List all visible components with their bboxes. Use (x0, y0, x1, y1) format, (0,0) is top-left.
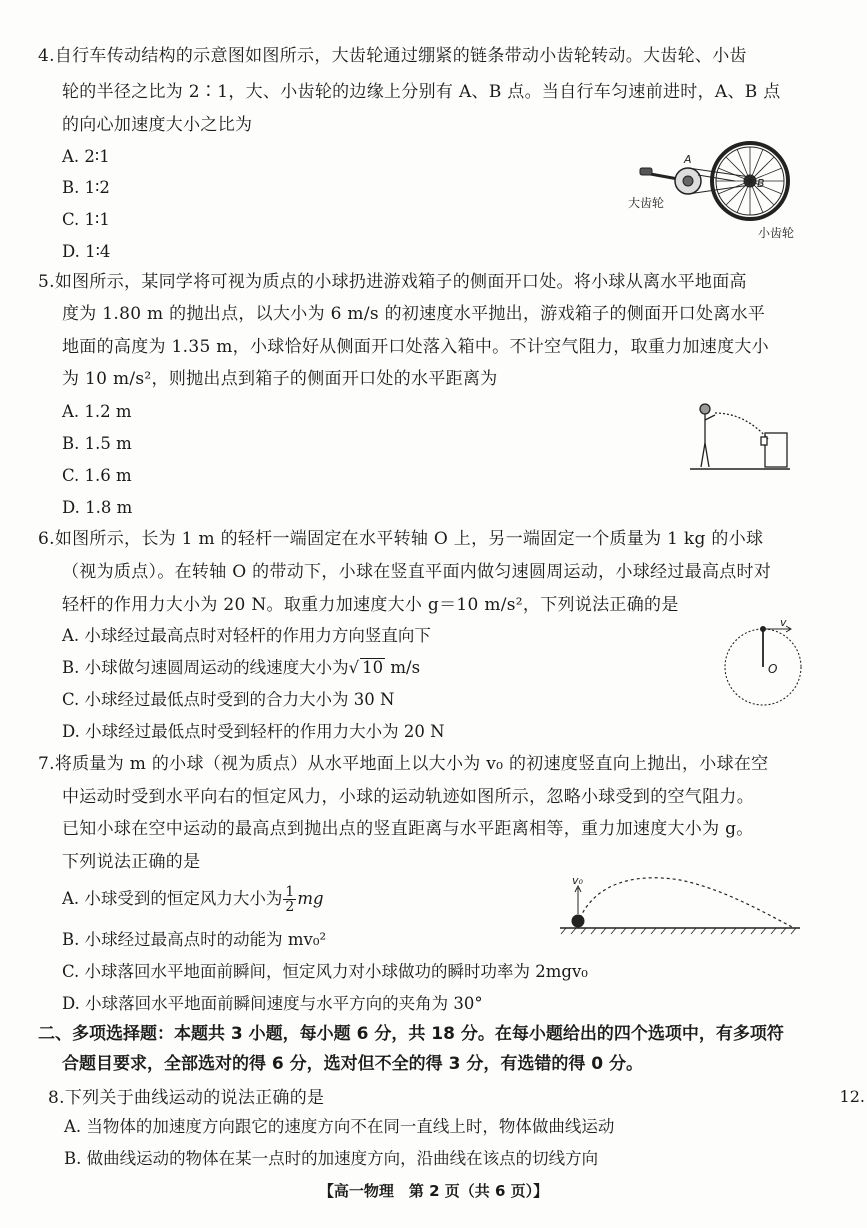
q7-option-a-suffix: mg (297, 889, 324, 908)
q6-option-b-prefix: B. 小球做匀速圆周运动的线速度大小为 (62, 658, 349, 677)
big-gear-label: 大齿轮 (628, 196, 665, 210)
q6-stem-line-3: 轻杆的作用力大小为 20 N。取重力加速度大小 g＝10 m/s²，下列说法正确的是 (62, 595, 679, 615)
q7-option-a-fraction (283, 885, 296, 914)
section2-heading-line-2: 合题目要求，全部选对的得 6 分，选对但不全的得 3 分，有选错的得 0 分。 (62, 1054, 643, 1074)
page-footer: 【高一物理 第 2 页（共 6 页）】 (318, 1182, 549, 1200)
initial-velocity-label: v₀ (572, 874, 583, 887)
q6-option-b-radicand: 10 (362, 658, 384, 677)
q5-option-d: D. 1.8 m (62, 498, 133, 517)
bicycle-gear-figure (620, 135, 820, 249)
q7-stem-line-4: 下列说法正确的是 (62, 852, 201, 872)
q6-option-a: A. 小球经过最高点时对轻杆的作用力方向竖直向下 (62, 626, 431, 645)
circular-motion-figure (718, 615, 808, 719)
margin-note: 12. (839, 1087, 865, 1106)
q7-fraction-denominator: 2 (285, 899, 295, 915)
q5-stem-line-1: 5.如图所示，某同学将可视为质点的小球扔进游戏箱子的侧面开口处。将小球从离水平地面高 (38, 272, 747, 292)
q8-option-b: B. 做曲线运动的物体在某一点时的加速度方向，沿曲线在该点的切线方向 (64, 1149, 599, 1168)
q4-option-d: D. 1∶4 (62, 242, 111, 261)
q5-stem-line-3: 地面的高度为 1.35 m，小球恰好从侧面开口处落入箱中。不计空气阻力，取重力加速度大小 (62, 337, 769, 357)
q7-option-d: D. 小球落回水平地面前瞬间速度与水平方向的夹角为 30° (62, 994, 483, 1013)
q7-stem-line-2: 中运动时受到水平向右的恒定风力，小球的运动轨迹如图所示，忽略小球受到的空气阻力。 (62, 787, 754, 807)
throwing-ball-figure (685, 395, 795, 479)
q5-stem-line-2: 度为 1.80 m 的抛出点，以大小为 6 m/s 的初速度水平抛出，游戏箱子的侧面开口处离水平 (62, 304, 766, 324)
section2-heading-line-1: 二、多项选择题：本题共 3 小题，每小题 6 分，共 18 分。在每小题给出的四个选项中，有多项符 (38, 1024, 784, 1044)
q7-option-b: B. 小球经过最高点时的动能为 mv₀² (62, 930, 327, 949)
q5-option-a: A. 1.2 m (62, 402, 132, 421)
q6-stem-line-1: 6.如图所示，长为 1 m 的轻杆一端固定在水平转轴 O 上，另一端固定一个质量为 1 kg 的小球 (38, 529, 764, 549)
q7-stem-line-1: 7.将质量为 m 的小球（视为质点）从水平地面上以大小为 v₀ 的初速度竖直向上抛出，小球在空 (38, 754, 769, 774)
small-gear-label: 小齿轮 (758, 226, 795, 240)
q7-stem-line-3: 已知小球在空中运动的最高点到抛出点的竖直距离与水平距离相等，重力加速度大小为 g。 (62, 819, 754, 839)
q6-option-d: D. 小球经过最低点时受到轻杆的作用力大小为 20 N (62, 722, 445, 741)
q5-option-b: B. 1.5 m (62, 434, 132, 453)
q8-stem: 8.下列关于曲线运动的说法正确的是 (48, 1088, 325, 1108)
q4-stem-line-1: 4.自行车传动结构的示意图如图所示，大齿轮通过绷紧的链条带动小齿轮转动。大齿轮、小齿 (38, 46, 747, 66)
q6-option-b: B. 小球做匀速圆周运动的线速度大小为√ 10 m/s (62, 658, 421, 677)
q6-option-b-suffix: m/s (385, 658, 421, 677)
axis-o-label: O (768, 662, 778, 676)
q4-option-c: C. 1∶1 (62, 210, 110, 229)
q4-stem-line-3: 的向心加速度大小之比为 (62, 115, 253, 135)
q6-stem-line-2: （视为质点）。在转轴 O 的带动下，小球在竖直平面内做匀速圆周运动，小球经过最高点时对 (62, 562, 772, 582)
q4-stem-line-2: 轮的半径之比为 2∶1，大、小齿轮的边缘上分别有 A、B 点。当自行车匀速前进时，A、B 点 (62, 82, 781, 102)
q7-option-c: C. 小球落回水平地面前瞬间，恒定风力对小球做功的瞬时功率为 2mgv₀ (62, 962, 588, 981)
q6-option-c: C. 小球经过最低点时受到的合力大小为 30 N (62, 690, 395, 709)
q7-fraction-numerator: 1 (285, 884, 295, 900)
q7-option-a-prefix: A. 小球受到的恒定风力大小为 (62, 889, 283, 908)
velocity-label: v (780, 616, 787, 629)
gear-point-b-label: B (757, 177, 765, 190)
q7-option-a (62, 885, 324, 914)
gear-point-a-label: A (684, 153, 692, 166)
q5-stem-line-4: 为 10 m/s²，则抛出点到箱子的侧面开口处的水平距离为 (62, 369, 498, 389)
wind-trajectory-figure (560, 870, 810, 944)
q8-option-a: A. 当物体的加速度方向跟它的速度方向不在同一直线上时，物体做曲线运动 (64, 1117, 615, 1136)
q4-option-b: B. 1∶2 (62, 178, 110, 197)
q4-option-a: A. 2∶1 (62, 147, 110, 166)
q5-option-c: C. 1.6 m (62, 466, 132, 485)
